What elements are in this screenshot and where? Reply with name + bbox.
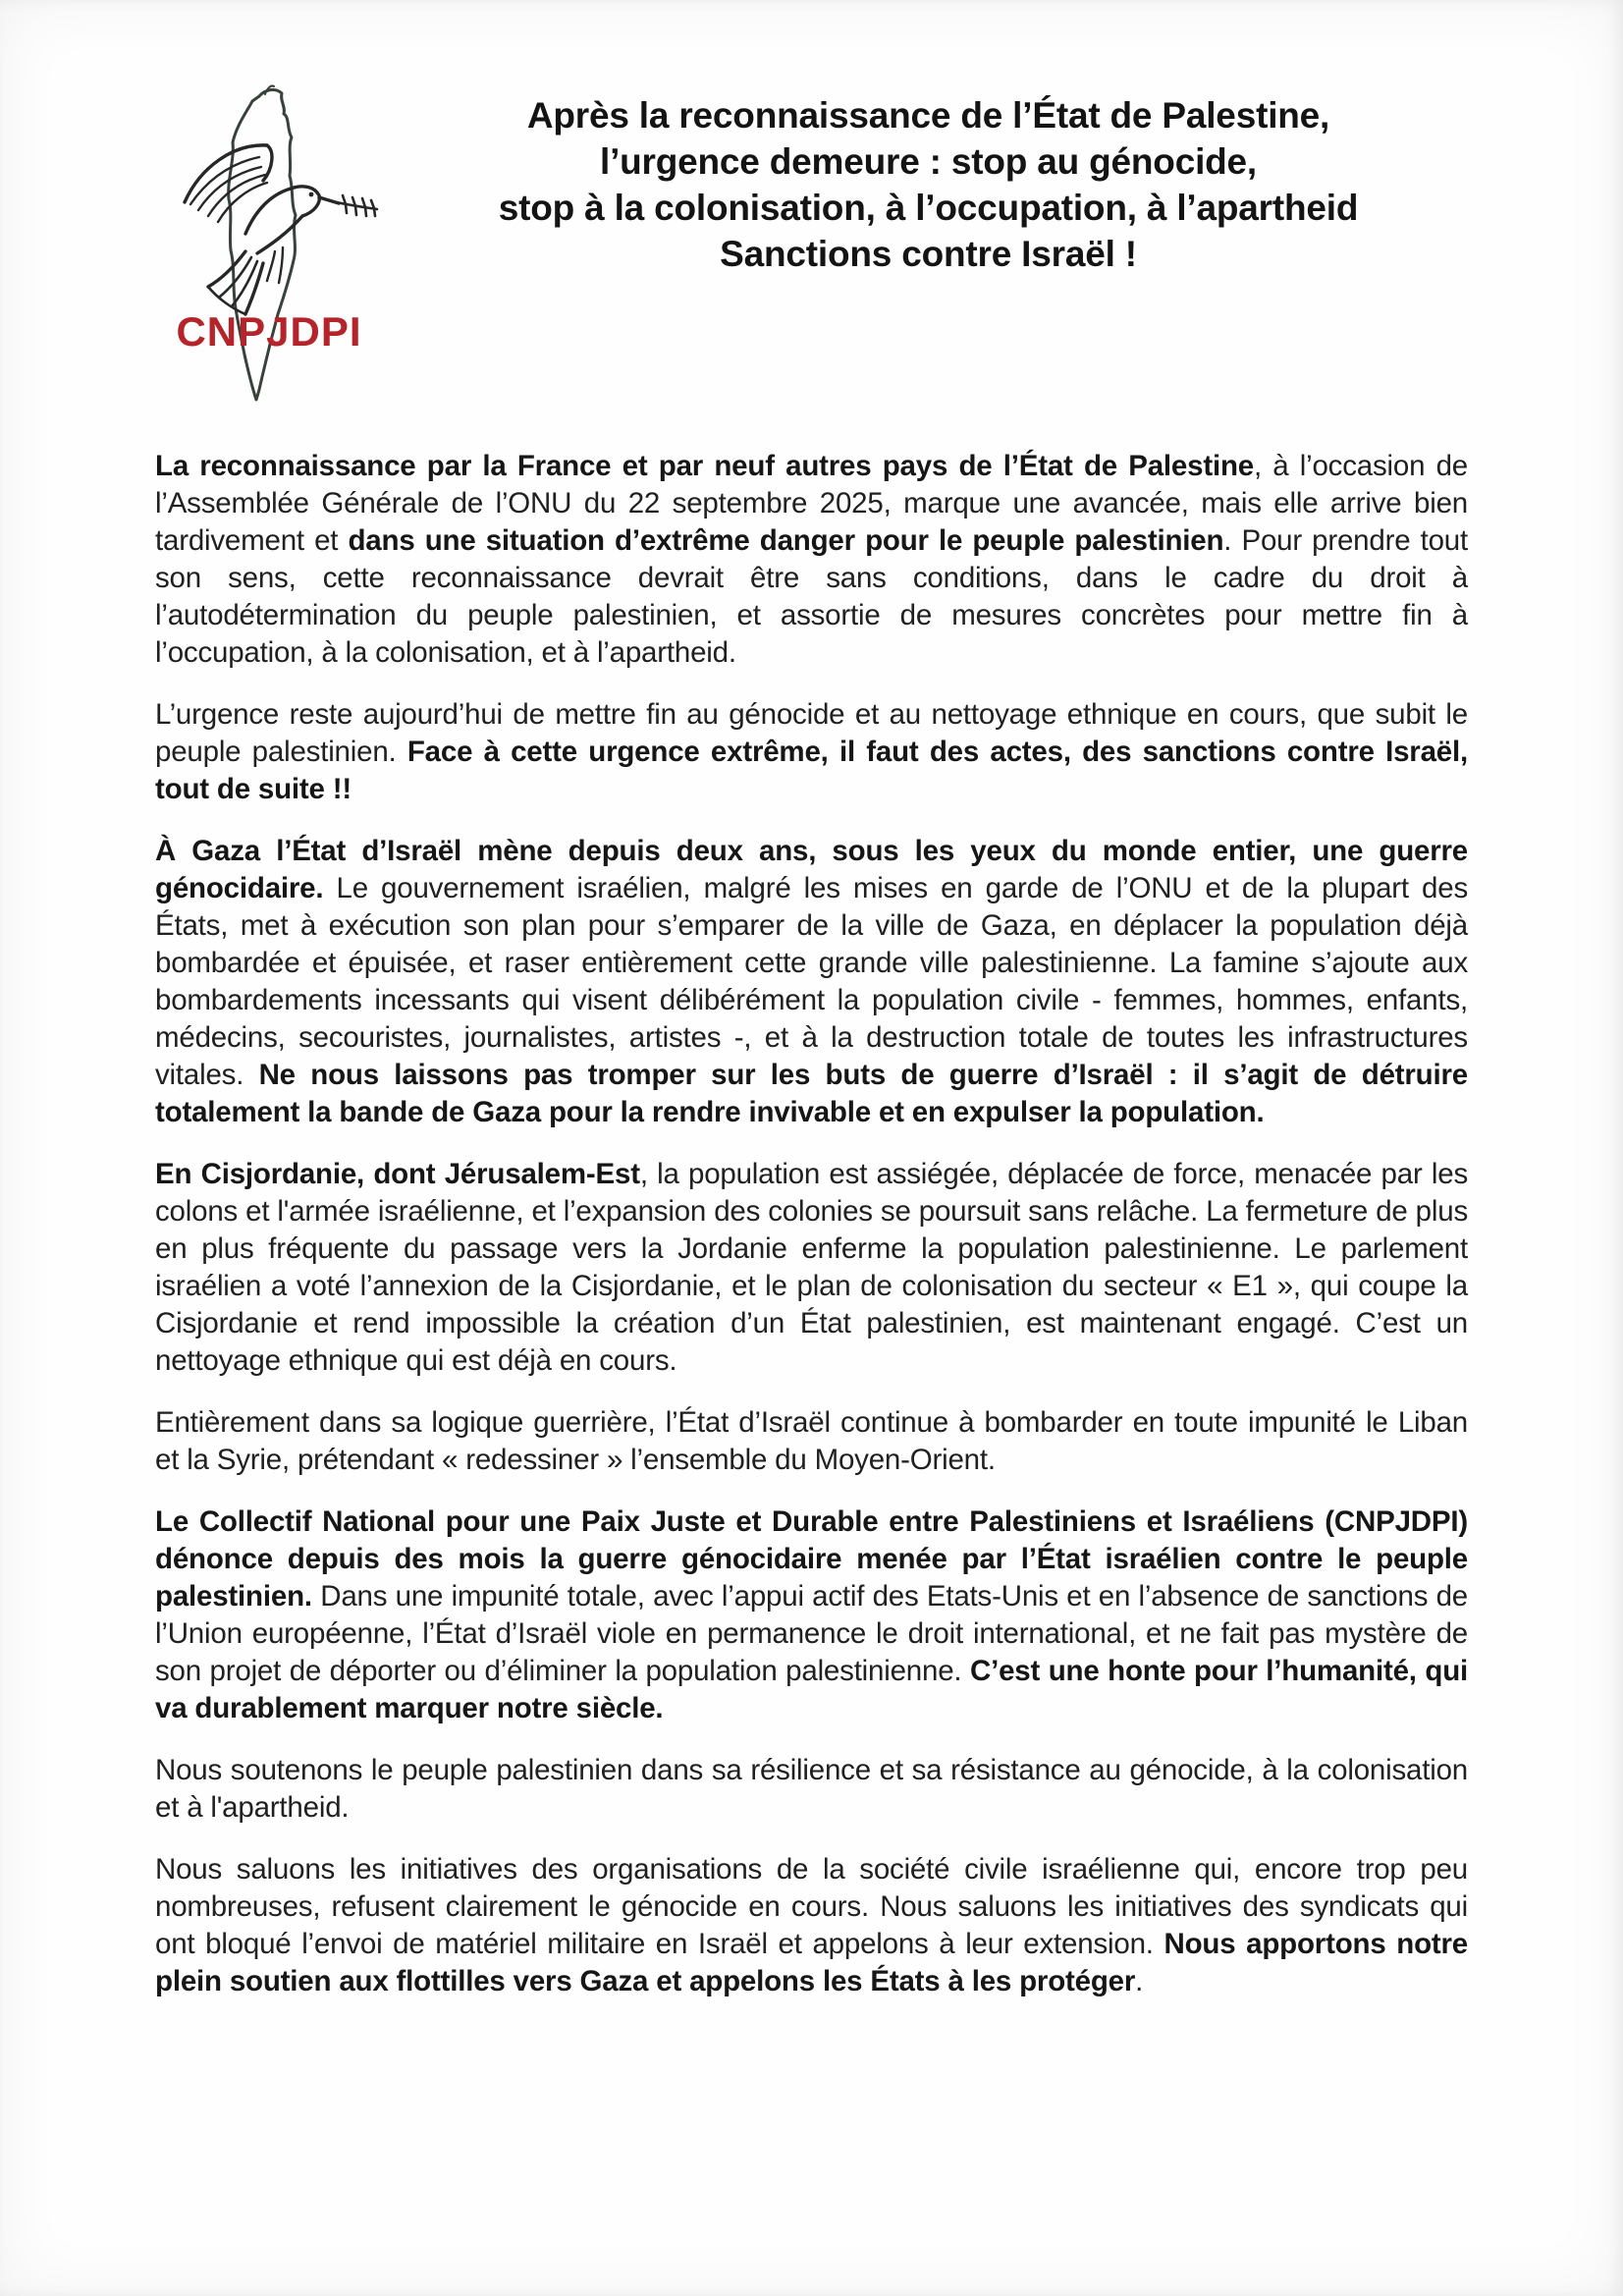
paragraph-5 (155, 1404, 1468, 1479)
dove-olive-branch-palestine-map-icon (155, 84, 389, 414)
text-run: , la population est assiégée, déplacée de force, menacée par les colons et l'armée israélienne, et l’expansion des colonies se poursuit sans relâche. La fermeture de plus en plus fréquente du passage vers la Jordanie enferme la population palestinienne. Le parlement israélien a voté l’annexion de la Cisjordanie, et le plan de colonisation du secteur « E1 », qui coupe la Cisjordanie et rend impossible la création d’un État palestinien, est maintenant engagé. C’est un nettoyage ethnique qui est déjà en cours. (155, 1158, 1469, 1377)
header (155, 84, 1468, 414)
bold-text-run: dans une situation d’extrême danger pour le peuple palestinien (348, 524, 1224, 557)
bold-text-run: La reconnaissance par la France et par neuf autres pays de l’État de Palestine (155, 450, 1254, 482)
title-line-2: l’urgence demeure : stop au génocide, (599, 141, 1258, 182)
paragraph-7 (155, 1752, 1468, 1827)
title-line-1: Après la reconnaissance de l’État de Palestine, (526, 95, 1330, 136)
dove-icon (185, 145, 377, 314)
document-title (389, 84, 1468, 277)
bold-text-run: Ne nous laissons pas tromper sur les buts de guerre d’Israël : il s’agit de détruire totalement la bande de Gaza pour la rendre invivable et en expulser la population. (155, 1059, 1468, 1128)
text-run: , à l’occasion de l’Assemblée Générale de l’ONU du 22 septembre 2025, marque une avancée, mais elle arrive bien tardivement et (155, 450, 1468, 557)
paragraph-4 (155, 1156, 1468, 1380)
document-body (155, 448, 1468, 2000)
text-run: Entièrement dans sa logique guerrière, l’État d’Israël continue à bombarder en toute impunité le Liban et la Syrie, prétendant « redessiner » l’ensemble du Moyen-Orient. (155, 1406, 1468, 1476)
title-line-3: stop à la colonisation, à l’occupation, à l’apartheid (498, 188, 1359, 228)
text-run: L’urgence reste aujourd’hui de mettre fin au génocide et au nettoyage ethnique en cours, que subit le peuple palestinien. (155, 698, 1468, 768)
text-run: Dans une impunité totale, avec l’appui actif des Etats-Unis et en l’absence de sanctions de l’Union européenne, l’État d’Israël viole en permanence le droit international, et ne fait pas mystère de son projet de déporter ou d’éliminer la population palestinienne. (155, 1580, 1468, 1687)
bold-text-run: En Cisjordanie, dont Jérusalem-Est (155, 1158, 640, 1190)
title-line-4: Sanctions contre Israël ! (720, 234, 1137, 274)
text-run: Nous saluons les initiatives des organisations de la société civile israélienne qui, encore trop peu nombreuses, refusent clairement le génocide en cours. Nous saluons les initiatives des syndicats qui ont bloqué l’envoi de matériel militaire en Israël et appelons à leur extension. (155, 1853, 1468, 1960)
text-run: Nous soutenons le peuple palestinien dans sa résilience et sa résistance au génocide, à la colonisation et à l'apartheid. (155, 1754, 1468, 1824)
paragraph-1 (155, 448, 1468, 672)
text-run: . Pour prendre tout son sens, cette reconnaissance devrait être sans conditions, dans le cadre du droit à l’autodétermination du peuple palestinien, et assortie de mesures concrètes pour mettre fin à l’occupation, à la colonisation, et à l’apartheid. (155, 524, 1469, 669)
paragraph-8 (155, 1851, 1468, 2000)
text-run: Le gouvernement israélien, malgré les mises en garde de l’ONU et de la plupart des États, met à exécution son plan pour s’emparer de la ville de Gaza, en déplacer la population déjà bombardée et épuisée, et raser entièrement cette grande ville palestinienne. La famine s’ajoute aux bombardements incessants qui visent délibérément la population civile - femmes, hommes, enfants, médecins, secouristes, journalistes, artistes -, et à la destruction totale de toutes les infrastructures vitales. (155, 872, 1468, 1091)
bold-text-run: Nous apportons notre plein soutien aux flottilles vers Gaza et appelons les États à les protéger (155, 1928, 1469, 1997)
bold-text-run: Le Collectif National pour une Paix Juste et Durable entre Palestiniens et Israéliens (CNPJDPI) dénonce depuis des mois la guerre génocidaire menée par l’État israélien contre le peuple palestinien. (155, 1505, 1468, 1613)
paragraph-2 (155, 696, 1468, 808)
bold-text-run: À Gaza l’État d’Israël mène depuis deux ans, sous les yeux du monde entier, une guerre génocidaire. (155, 835, 1468, 904)
cnpjdpi-logo (155, 84, 389, 414)
text-run: . (1135, 1965, 1144, 1997)
bold-text-run: Face à cette urgence extrême, il faut des actes, des sanctions contre Israël, tout de suite !! (155, 736, 1468, 805)
logo-org-acronym: CNPJDPI (176, 308, 362, 355)
paragraph-3 (155, 833, 1468, 1131)
olive-branch-icon (332, 195, 377, 216)
paragraph-6 (155, 1503, 1468, 1727)
bold-text-run: C’est une honte pour l’humanité, qui va durablement marquer notre siècle. (155, 1655, 1469, 1724)
